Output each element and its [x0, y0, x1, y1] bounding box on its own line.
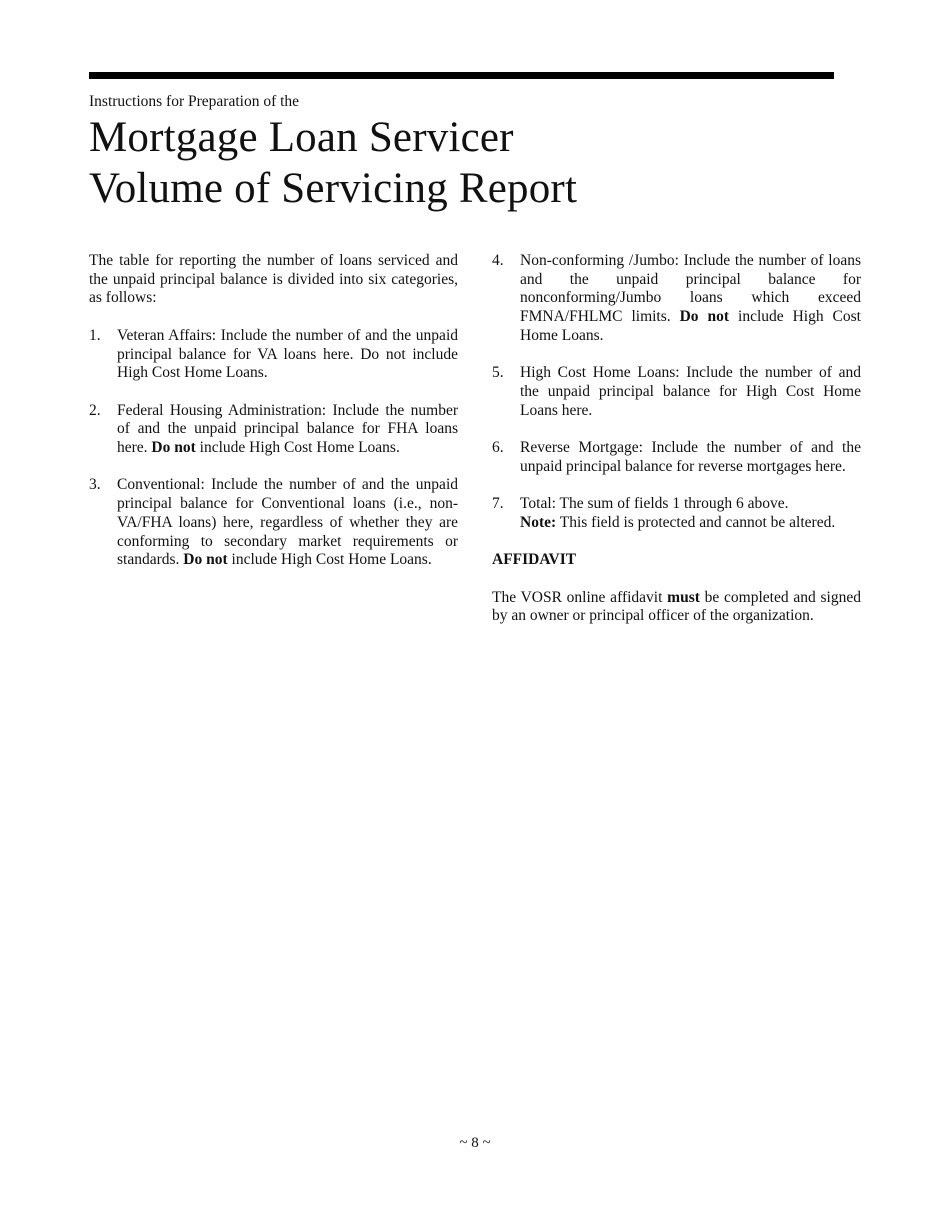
- title-line-2: Volume of Servicing Report: [89, 165, 578, 212]
- item-text: [117, 402, 458, 458]
- item-text-part: include High Cost Home Loans.: [520, 308, 861, 344]
- item-text: Reverse Mortgage: Include the number of and the unpaid principal balance for reverse mortgages here.: [520, 439, 861, 475]
- item-number: 7.: [492, 495, 504, 513]
- item-text-part: Conventional: Include the number of and the unpaid principal balance for Conventional loans (i.e., non-VA/FHA loans) here, regardless of whether they are conforming to secondary market requirements or standards.: [117, 476, 458, 569]
- affidavit-emphasis: must: [667, 588, 700, 606]
- item-text: Veteran Affairs: Include the number of and the unpaid principal balance for VA loans here. Do not include High Cost Home Loans.: [117, 326, 458, 382]
- list-item-jumbo: [492, 252, 861, 346]
- page-number: ~ 8 ~: [459, 1135, 491, 1151]
- left-column: [89, 252, 458, 589]
- list-item-veteran-affairs: [89, 327, 458, 383]
- item-number: 5.: [492, 364, 504, 382]
- item-text-part: include High Cost Home Loans.: [227, 551, 432, 569]
- header-rule: [89, 72, 834, 79]
- item-text-part: include High Cost Home Loans.: [195, 439, 400, 456]
- item-text-part: Federal Housing Administration: Include the number of and the unpaid principal balance for FHA loans here.: [117, 401, 458, 456]
- item-emphasis: Do not: [151, 439, 196, 456]
- document-kicker: Instructions for Preparation of the: [89, 93, 300, 110]
- item-number: 3.: [89, 476, 101, 494]
- item-text: Total: The sum of fields 1 through 6 above.: [520, 495, 789, 513]
- page-title: [89, 112, 577, 214]
- list-item-total: [492, 495, 861, 532]
- item-text: High Cost Home Loans: Include the number of and the unpaid principal balance for High Cost Home Loans here.: [520, 364, 861, 419]
- affidavit-heading: AFFIDAVIT: [492, 551, 577, 569]
- item-text: [520, 252, 861, 346]
- item-number: 2.: [89, 401, 101, 419]
- item-text: [117, 476, 458, 570]
- list-item-high-cost: [492, 364, 861, 420]
- right-column: [492, 252, 861, 645]
- list-item-fha: [89, 402, 458, 458]
- item-emphasis: Do not: [679, 308, 730, 326]
- affidavit-paragraph: [492, 589, 861, 626]
- affidavit-text-part: be completed and signed by an owner or principal officer of the organization.: [492, 588, 861, 625]
- item-note: [520, 514, 861, 533]
- list-item-reverse-mortgage: [492, 439, 861, 476]
- list-item-conventional: [89, 476, 458, 570]
- note-label: Note:: [520, 513, 557, 531]
- note-text: This field is protected and cannot be altered.: [556, 513, 836, 531]
- intro-paragraph: The table for reporting the number of loans serviced and the unpaid principal balance is divided into six categories, as follows:: [89, 252, 458, 307]
- item-text-part: Non-conforming /Jumbo: Include the number of loans and the unpaid principal balance for nonconforming/Jumbo loans which exceed FMNA/FHLMC limits.: [520, 252, 861, 326]
- title-line-1: Mortgage Loan Servicer: [89, 114, 514, 161]
- item-number: 4.: [492, 252, 504, 269]
- affidavit-text-part: The VOSR online affidavit: [492, 588, 668, 606]
- item-number: 1.: [89, 326, 101, 344]
- item-number: 6.: [492, 439, 504, 456]
- item-emphasis: Do not: [183, 551, 228, 569]
